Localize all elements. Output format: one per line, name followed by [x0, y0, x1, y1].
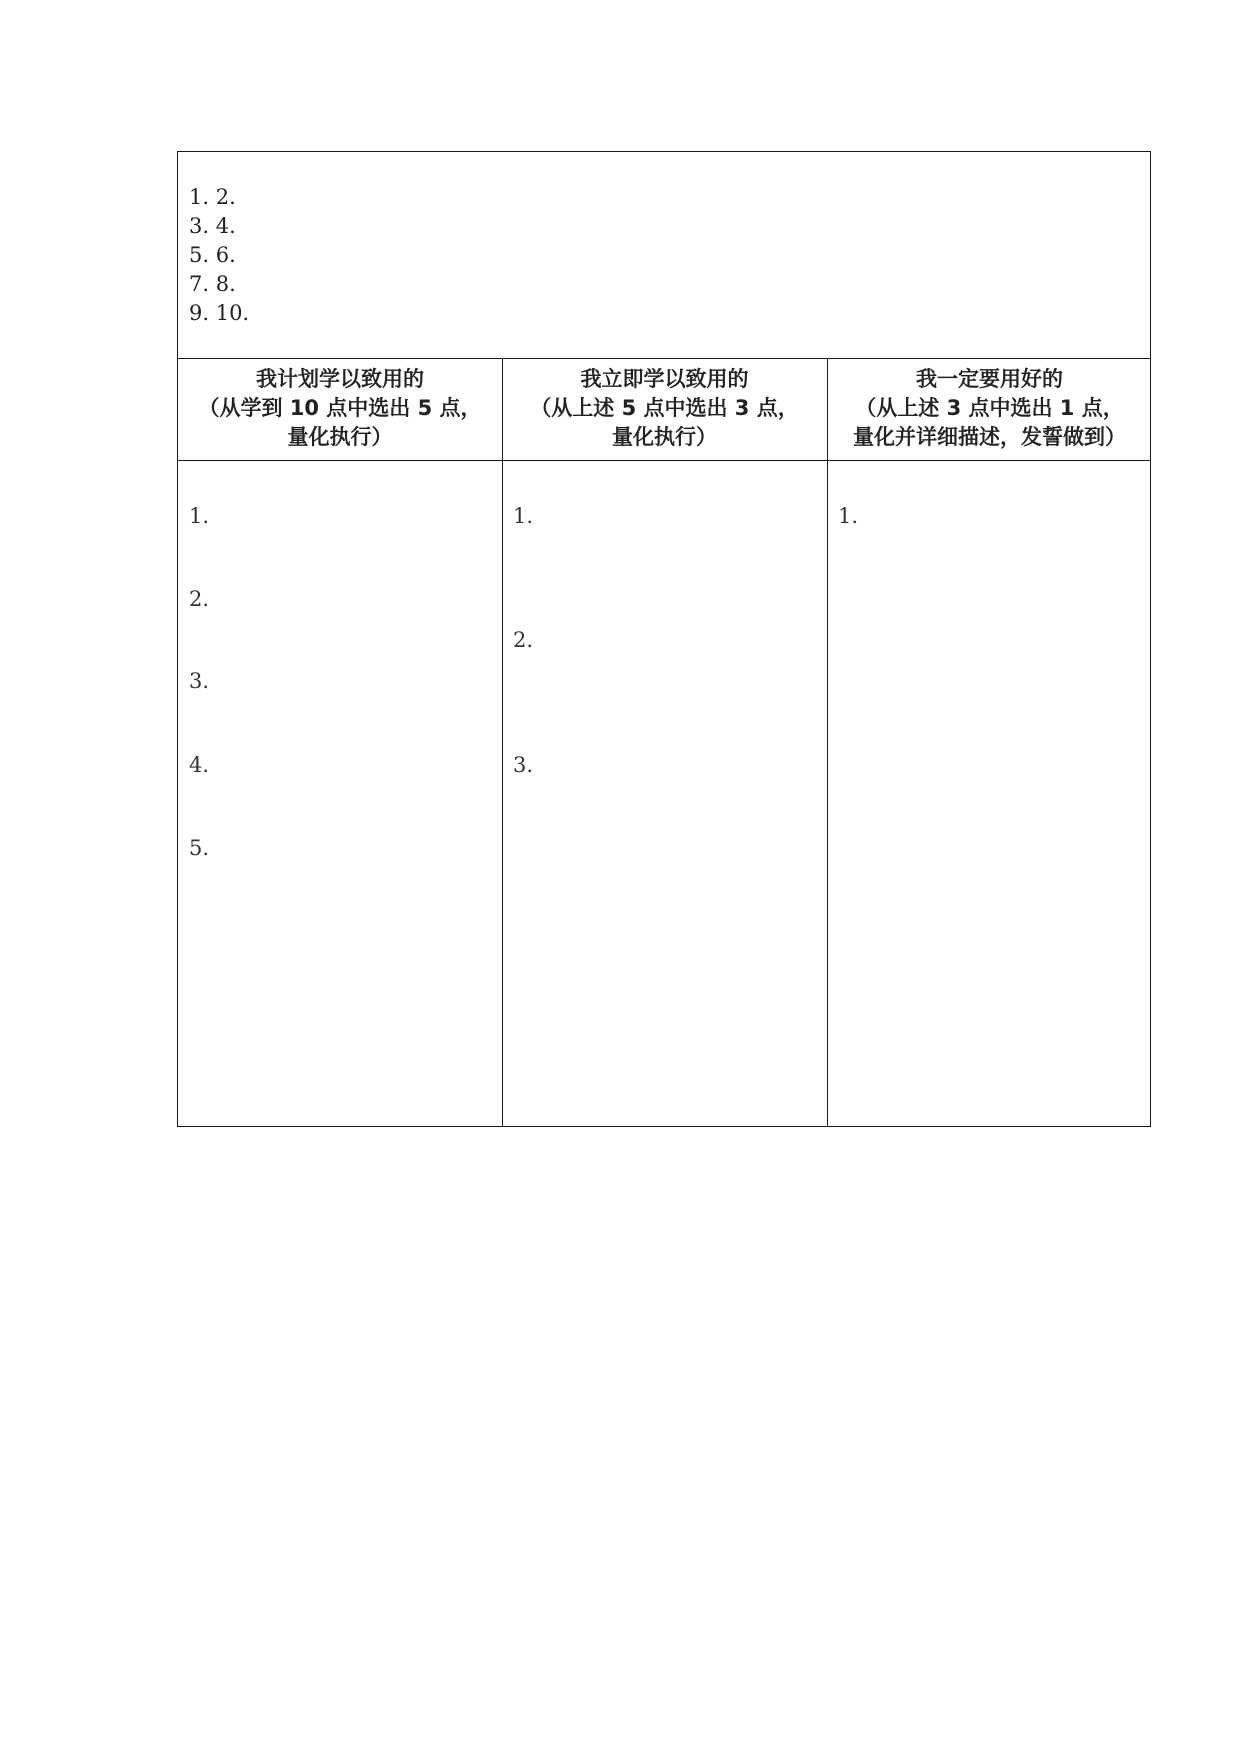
learning-points-line-4: 7. 8. [189, 272, 236, 296]
header-plan-apply [178, 359, 502, 460]
header-must-use-well [827, 359, 1152, 460]
learning-points-line-3: 5. 6. [189, 243, 236, 267]
list-item: 4. [189, 753, 210, 777]
learning-points-line-5: 9. 10. [189, 301, 250, 325]
apply-now-cell [502, 461, 827, 1126]
list-item: 1. [513, 504, 534, 528]
list-item: 3. [513, 753, 534, 777]
header-title: 我立即学以致用的 [580, 367, 749, 391]
header-apply-now [502, 359, 827, 460]
must-use-well-cell [827, 461, 1152, 1126]
list-item: 1. [189, 504, 210, 528]
header-subtitle: 量化执行） [612, 425, 717, 449]
list-item: 2. [513, 628, 534, 652]
learning-points-box [178, 152, 1150, 359]
learning-points-line-2: 3. 4. [189, 214, 236, 238]
header-title: 我计划学以致用的 [256, 367, 424, 391]
header-subtitle: （从学到 10 点中选出 5 点， [198, 396, 482, 420]
header-title: 我一定要用好的 [916, 367, 1063, 391]
list-item: 5. [189, 836, 210, 860]
header-subtitle: 量化执行） [287, 425, 393, 449]
plan-apply-cell [178, 461, 502, 1126]
worksheet-table [177, 151, 1151, 1127]
header-subtitle: （从上述 3 点中选出 1 点， [855, 396, 1124, 420]
header-subtitle: （从上述 5 点中选出 3 点， [530, 396, 799, 420]
table-header-row [178, 359, 1150, 461]
learning-points-line-1: 1. 2. [189, 185, 236, 209]
list-item: 2. [189, 587, 210, 611]
list-item: 1. [838, 504, 859, 528]
header-subtitle: 量化并详细描述，发誓做到） [853, 425, 1126, 449]
list-item: 3. [189, 669, 210, 693]
